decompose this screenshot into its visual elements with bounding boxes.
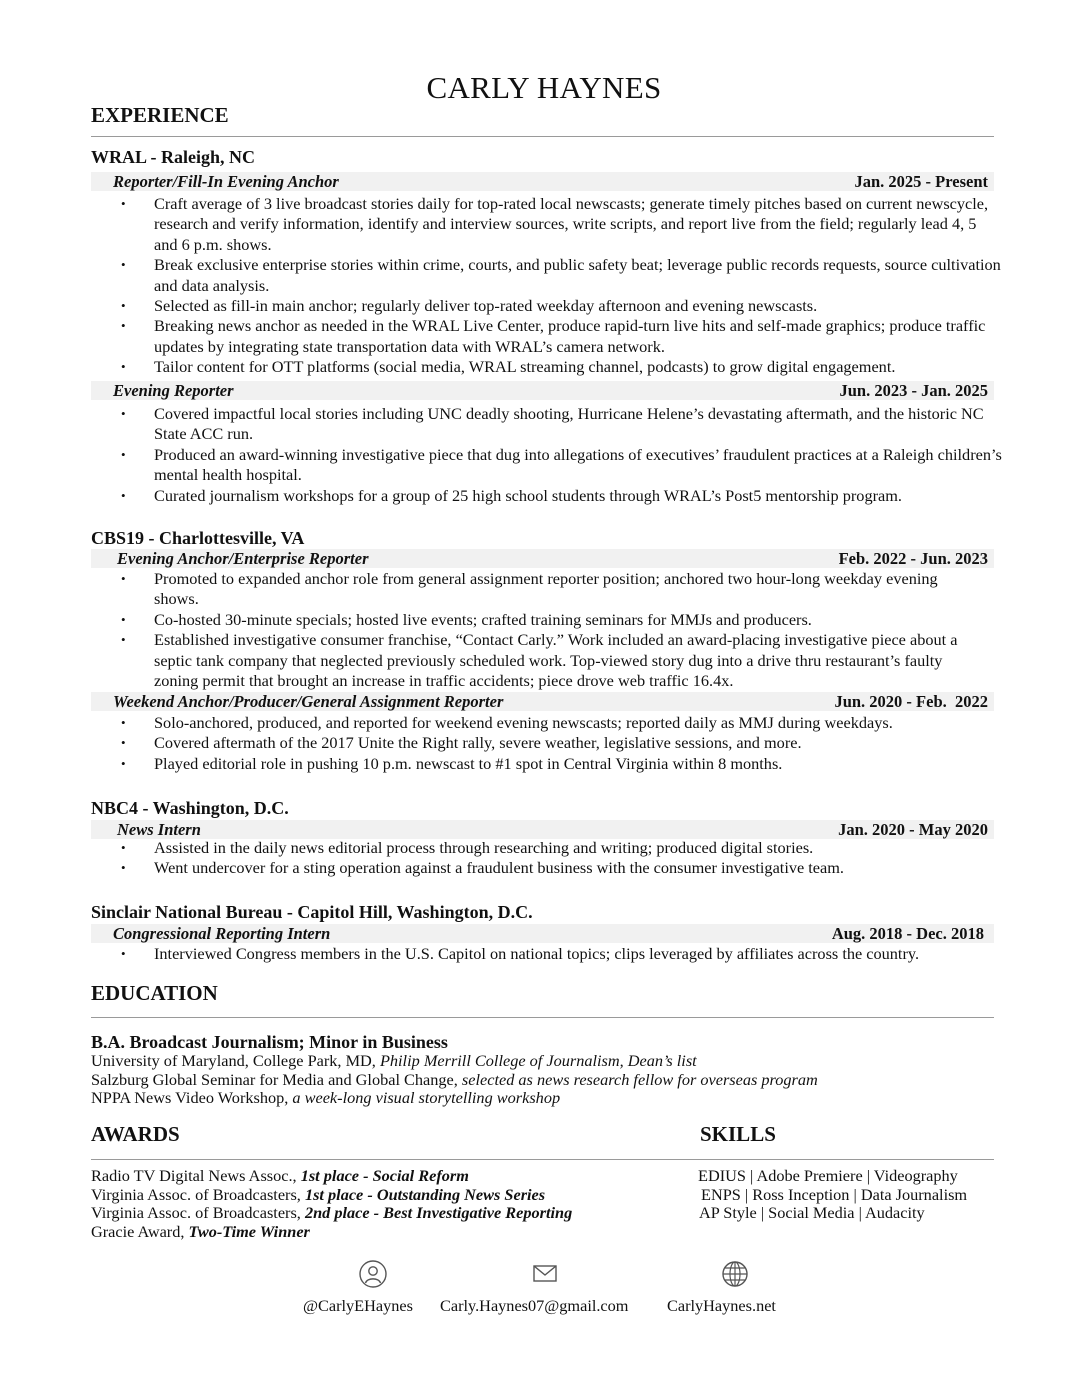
role-dates: Jan. 2025 - Present bbox=[854, 172, 988, 191]
role-title: Evening Anchor/Enterprise Reporter bbox=[117, 549, 369, 568]
awards-list bbox=[91, 1167, 572, 1241]
role-header bbox=[91, 820, 994, 839]
employer-wral: WRAL - Raleigh, NC bbox=[91, 147, 256, 167]
bullet-item: • Tailor content for OTT platforms (social media, WRAL streaming channel, podcasts) to grow digital engagement. bbox=[91, 357, 1003, 377]
bullet-item: • Assisted in the daily news editorial process through researching and writing; produced digital stories. bbox=[91, 838, 1003, 858]
website-link[interactable]: CarlyHaynes.net bbox=[667, 1296, 776, 1315]
award-item: Gracie Award, Two-Time Winner bbox=[91, 1221, 310, 1241]
bullet-list bbox=[91, 569, 971, 691]
role-dates: Feb. 2022 - Jun. 2023 bbox=[838, 549, 988, 568]
education-heading: EDUCATION bbox=[91, 981, 218, 1005]
role-header bbox=[91, 692, 994, 711]
role-dates: Jun. 2023 - Jan. 2025 bbox=[839, 381, 988, 400]
education-divider bbox=[91, 1017, 994, 1018]
bullet-item: • Craft average of 3 live broadcast stories daily for top-rated local newscasts; generate timely pitches based on current newscycle, research and verify information, identify and interview sources, write scripts, and report live from the field; regularly lead 4, 5 and 6 p.m. shows. bbox=[91, 194, 1003, 255]
skills-list bbox=[698, 1167, 967, 1223]
skills-line: ENPS | Ross Inception | Data Journalism bbox=[701, 1184, 968, 1204]
bullet-item: • Break exclusive enterprise stories within crime, courts, and public safety beat; leverage public records requests, source cultivation and data analysis. bbox=[91, 255, 1003, 296]
role-title: Evening Reporter bbox=[113, 381, 234, 400]
degree: B.A. Broadcast Journalism; Minor in Business bbox=[91, 1032, 448, 1052]
role-dates: Jun. 2020 - Feb. 2022 bbox=[834, 692, 988, 711]
role-header bbox=[91, 172, 994, 191]
skills-line: AP Style | Social Media | Audacity bbox=[699, 1203, 925, 1222]
award-item: Virginia Assoc. of Broadcasters, 2nd place - Best Investigative Reporting bbox=[91, 1203, 573, 1222]
bullet-item: • Played editorial role in pushing 10 p.m. newscast to #1 spot in Central Virginia within 8 months. bbox=[91, 754, 1003, 774]
experience-heading: EXPERIENCE bbox=[91, 103, 229, 127]
education-block bbox=[91, 1032, 1011, 1108]
bullet-item: • Covered aftermath of the 2017 Unite the Right rally, severe weather, legislative sessions, and more. bbox=[91, 733, 1003, 753]
person-circle-icon bbox=[358, 1259, 388, 1289]
education-line: NPPA News Video Workshop, a week-long visual storytelling workshop bbox=[91, 1088, 561, 1107]
role-header bbox=[91, 381, 994, 400]
bullet-item: • Covered impactful local stories including UNC deadly shooting, Hurricane Helene’s devastating aftermath, and the historic NC State ACC run. bbox=[91, 404, 1003, 445]
role-dates: Aug. 2018 - Dec. 2018 bbox=[831, 924, 984, 943]
bullet-list bbox=[91, 944, 1003, 964]
bullet-item: • Interviewed Congress members in the U.S. Capitol on national topics; clips leveraged by affiliates across the country. bbox=[91, 944, 1003, 964]
awards-heading: AWARDS bbox=[91, 1122, 180, 1146]
role-dates: Jan. 2020 - May 2020 bbox=[838, 820, 988, 839]
award-item: Radio TV Digital News Assoc., 1st place - Social Reform bbox=[91, 1166, 469, 1185]
globe-icon bbox=[720, 1259, 750, 1289]
bullet-item: • Breaking news anchor as needed in the WRAL Live Center, produce rapid-turn live hits and self-made graphics; produce traffic updates by integrating state transportation data with WRAL’s camera network. bbox=[91, 316, 1003, 357]
role-title: Reporter/Fill-In Evening Anchor bbox=[113, 172, 339, 191]
bullet-item: • Solo-anchored, produced, and reported for weekend evening newscasts; reported daily as MMJ during weekdays. bbox=[91, 713, 1003, 733]
awards-skills-divider bbox=[91, 1159, 994, 1160]
bullet-item: • Co-hosted 30-minute specials; hosted live events; crafted training seminars for MMJs and producers. bbox=[91, 610, 971, 630]
bullet-item: • Established investigative consumer franchise, “Contact Carly.” Work included an award-placing investigative piece about a septic tank company that neglected previously scheduled work. Top-viewed story dug into a drive thru restaurant’s faulty zoning permit that brought an increase in traffic accidents; piece drove web traffic 16.4x. bbox=[91, 630, 971, 691]
education-line: University of Maryland, College Park, MD, Philip Merrill College of Journalism, Dean’s list bbox=[91, 1051, 697, 1070]
skills-heading: SKILLS bbox=[700, 1122, 776, 1146]
role-header bbox=[91, 549, 994, 568]
bullet-item: • Selected as fill-in main anchor; regularly deliver top-rated weekday afternoon and evening newscasts. bbox=[91, 296, 1003, 316]
award-item: Virginia Assoc. of Broadcasters, 1st place - Outstanding News Series bbox=[91, 1184, 546, 1204]
bullet-list bbox=[91, 713, 1003, 774]
resume-name: CARLY HAYNES bbox=[426, 70, 662, 105]
role-title: Weekend Anchor/Producer/General Assignment Reporter bbox=[113, 692, 504, 711]
bullet-item: • Went undercover for a sting operation against a fraudulent business with the consumer investigative team. bbox=[91, 858, 1003, 878]
email-link[interactable]: Carly.Haynes07@gmail.com bbox=[440, 1296, 629, 1315]
education-line: Salzburg Global Seminar for Media and Global Change, selected as news research fellow for overseas program bbox=[91, 1069, 818, 1089]
bullet-item: • Produced an award-winning investigative piece that dug into allegations of executives’ fraudulent practices at a Raleigh children’s mental health hospital. bbox=[91, 445, 1003, 486]
employer-nbc4: NBC4 - Washington, D.C. bbox=[91, 798, 289, 818]
employer-sinclair: Sinclair National Bureau - Capitol Hill, Washington, D.C. bbox=[91, 902, 533, 922]
bullet-list bbox=[91, 194, 1003, 378]
bullet-list bbox=[91, 404, 1003, 506]
bullet-item: • Promoted to expanded anchor role from general assignment reporter position; anchored two hour-long weekday evening shows. bbox=[91, 569, 971, 610]
employer-cbs19: CBS19 - Charlottesville, VA bbox=[91, 528, 305, 548]
envelope-icon bbox=[530, 1259, 560, 1289]
role-header bbox=[91, 924, 994, 943]
experience-divider bbox=[91, 136, 994, 137]
social-handle[interactable]: @CarlyEHaynes bbox=[303, 1296, 413, 1315]
bullet-list bbox=[91, 838, 1003, 879]
role-title: News Intern bbox=[117, 820, 201, 839]
role-title: Congressional Reporting Intern bbox=[113, 924, 331, 943]
skills-line: EDIUS | Adobe Premiere | Videography bbox=[698, 1166, 958, 1185]
bullet-item: • Curated journalism workshops for a group of 25 high school students through WRAL’s Post5 mentorship program. bbox=[91, 486, 1003, 506]
